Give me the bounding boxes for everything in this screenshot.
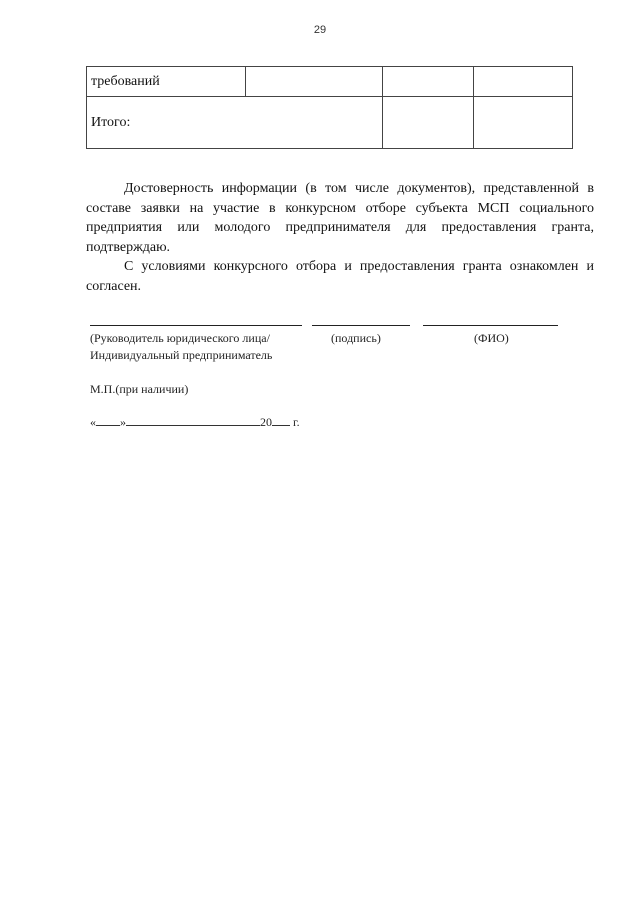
signature-caption: (подпись) (331, 331, 381, 345)
day-blank (96, 414, 120, 426)
table-cell (246, 67, 383, 97)
year-blank (272, 414, 290, 426)
confirmation-paragraph (86, 179, 594, 257)
table-row-total (87, 97, 573, 149)
table-row (87, 67, 573, 97)
head-caption-line1: (Руководитель юридического лица/ (90, 331, 270, 345)
month-blank (126, 414, 260, 426)
summary-table (86, 66, 573, 149)
name-line (423, 325, 558, 326)
stamp-note: М.П.(при наличии) (90, 382, 189, 396)
date-field (90, 414, 300, 431)
date-open-quote: « (90, 415, 96, 429)
confirmation-text: Достоверность информации (в том числе документов), представленной в составе заявки на участие в конкурсном отборе субъекта МСП социального предприятия или молодого предпринимателя для предоставления гранта, подтверждаю. (86, 181, 594, 255)
head-caption-line2: Индивидуальный предприниматель (90, 348, 273, 362)
year-suffix: г. (290, 415, 300, 429)
signature-line (312, 325, 410, 326)
table-cell (383, 67, 474, 97)
agreement-paragraph (86, 257, 594, 296)
table-cell-total-label: Итого: (87, 97, 383, 149)
date-close-quote: » (120, 415, 126, 429)
table-cell (474, 97, 573, 149)
table-cell-label: требований (87, 67, 246, 97)
head-signature-line (90, 325, 302, 326)
name-caption: (ФИО) (474, 331, 509, 345)
agreement-text: С условиями конкурсного отбора и предоставления гранта ознакомлен и согласен. (86, 259, 594, 294)
page-number: 29 (313, 24, 327, 36)
table-cell (474, 67, 573, 97)
year-prefix: 20 (260, 415, 272, 429)
table-cell (383, 97, 474, 149)
